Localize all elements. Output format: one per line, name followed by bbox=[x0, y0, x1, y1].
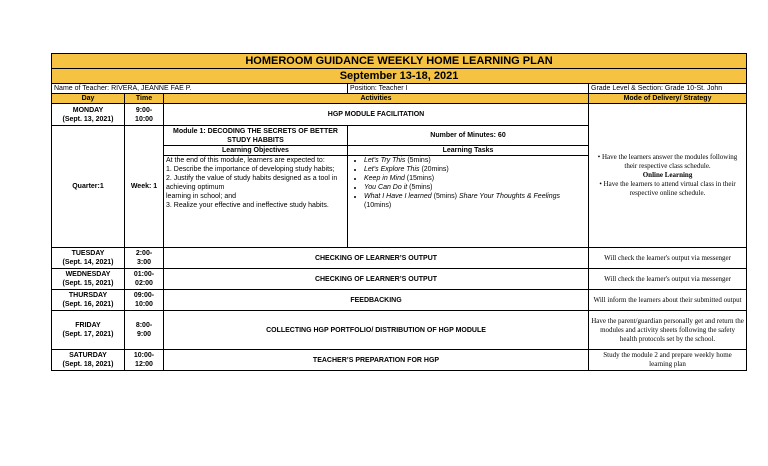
teacher-position: Position: Teacher I bbox=[348, 84, 589, 94]
day-date: (Sept. 17, 2021) bbox=[62, 331, 114, 338]
teacher-info-row bbox=[52, 84, 747, 94]
teacher-name: Name of Teacher: RIVERA, JEANNE FAE P. bbox=[52, 84, 348, 94]
day-cell bbox=[52, 248, 125, 269]
tasks-list bbox=[350, 156, 586, 210]
task-duration: (10mins) bbox=[364, 202, 392, 209]
task-duration: (5mins) bbox=[407, 184, 433, 191]
day-name: THURSDAY bbox=[68, 292, 108, 299]
task-duration: (20mins) bbox=[419, 166, 449, 173]
day-cell bbox=[52, 290, 125, 311]
time-cell bbox=[125, 290, 164, 311]
monday-activity: HGP MODULE FACILITATION bbox=[164, 104, 589, 126]
module-minutes: Number of Minutes: 60 bbox=[348, 126, 589, 146]
week-label: Week: 1 bbox=[125, 126, 164, 248]
task-item bbox=[364, 174, 586, 183]
day-cell bbox=[52, 269, 125, 290]
activity-cell: CHECKING OF LEARNER’S OUTPUT bbox=[164, 269, 589, 290]
day-date: (Sept. 14, 2021) bbox=[62, 259, 114, 266]
time-end: 9:00 bbox=[136, 331, 151, 338]
objectives-cell bbox=[164, 156, 348, 248]
task-item bbox=[364, 183, 586, 192]
mode-online-heading: Online Learning bbox=[642, 171, 693, 179]
task-duration: (5mins) bbox=[405, 157, 431, 164]
monday-row bbox=[52, 104, 747, 126]
monday-time-start: 9:00- bbox=[135, 106, 153, 114]
column-header-row bbox=[52, 94, 747, 104]
grade-section: Grade Level & Section: Grade 10-St. John bbox=[589, 84, 747, 94]
time-end: 3:00 bbox=[136, 259, 151, 266]
task-item bbox=[364, 156, 586, 165]
task-item bbox=[364, 192, 586, 210]
mode-cell: Study the module 2 and prepare weekly home learning plan bbox=[589, 350, 747, 371]
plan-title: HOMEROOM GUIDANCE WEEKLY HOME LEARNING PLAN bbox=[52, 54, 747, 69]
task-name: What I Have I learned bbox=[364, 193, 432, 200]
day-cell bbox=[52, 311, 125, 350]
day-name: TUESDAY bbox=[71, 250, 105, 257]
objectives-header: Learning Objectives bbox=[164, 146, 348, 156]
activity-cell: COLLECTING HGP PORTFOLIO/ DISTRIBUTION OF HGP MODULE bbox=[164, 311, 589, 350]
col-time: Time bbox=[125, 94, 164, 104]
col-mode: Mode of Delivery/ Strategy bbox=[589, 94, 747, 104]
day-date: (Sept. 18, 2021) bbox=[62, 361, 114, 368]
activity-cell: TEACHER’S PREPARATION FOR HGP bbox=[164, 350, 589, 371]
day-name: WEDNESDAY bbox=[65, 271, 111, 278]
col-activities: Activities bbox=[164, 94, 589, 104]
mode-cell: Have the parent/guardian personally get and return the modules and activity sheets following the safety health protocols set by the school. bbox=[589, 311, 747, 350]
thursday-row bbox=[52, 290, 747, 311]
objective-line: 3. Realize your effective and ineffective study habits. bbox=[166, 202, 329, 209]
time-cell bbox=[125, 311, 164, 350]
objective-line: At the end of this module, learners are expected to: bbox=[166, 157, 325, 164]
monday-day-cell bbox=[52, 104, 125, 126]
task-name: You Can Do it bbox=[364, 184, 408, 191]
mode-cell: Will check the learner's output via messenger bbox=[589, 269, 747, 290]
wednesday-row bbox=[52, 269, 747, 290]
date-row bbox=[52, 69, 747, 84]
activity-cell: CHECKING OF LEARNER’S OUTPUT bbox=[164, 248, 589, 269]
task-name: Share Your Thoughts & Feelings bbox=[458, 193, 560, 200]
task-duration: (5mins) bbox=[431, 193, 459, 200]
monday-time-cell bbox=[125, 104, 164, 126]
task-name: Let’s Try This bbox=[364, 157, 406, 164]
title-row bbox=[52, 54, 747, 69]
learning-plan-table bbox=[51, 53, 747, 371]
monday-time-end: 10:00 bbox=[135, 115, 153, 123]
tuesday-row bbox=[52, 248, 747, 269]
mode-modular-line: • Have the learners answer the modules following their respective class schedule. bbox=[597, 153, 738, 170]
monday-mode-cell bbox=[589, 104, 747, 248]
task-duration: (15mins) bbox=[404, 175, 435, 182]
day-cell bbox=[52, 350, 125, 371]
time-cell bbox=[125, 269, 164, 290]
mode-cell: Will inform the learners about their submitted output bbox=[589, 290, 747, 311]
time-start: 01:00- bbox=[133, 271, 155, 278]
friday-row bbox=[52, 311, 747, 350]
quarter-label: Quarter:1 bbox=[52, 126, 125, 248]
time-end: 10:00 bbox=[135, 301, 153, 308]
time-start: 09:00- bbox=[133, 292, 155, 299]
day-date: (Sept. 16, 2021) bbox=[62, 301, 114, 308]
date-range: September 13-18, 2021 bbox=[52, 69, 747, 84]
day-name: FRIDAY bbox=[75, 322, 101, 329]
time-cell bbox=[125, 350, 164, 371]
time-start: 2:00- bbox=[135, 250, 153, 257]
objective-line: learning in school; and bbox=[166, 193, 237, 200]
day-date: (Sept. 15, 2021) bbox=[62, 280, 114, 287]
time-cell bbox=[125, 248, 164, 269]
day-name: SATURDAY bbox=[69, 352, 107, 359]
activity-cell: FEEDBACKING bbox=[164, 290, 589, 311]
task-item bbox=[364, 165, 586, 174]
time-end: 12:00 bbox=[135, 361, 153, 368]
tasks-cell bbox=[348, 156, 589, 248]
time-start: 8:00- bbox=[135, 322, 153, 329]
module-title: Module 1: DECODING THE SECRETS OF BETTER STUDY HABBITS bbox=[164, 126, 348, 146]
objective-line: 2. Justify the value of study habits designed as a tool in achieving optimum bbox=[166, 175, 338, 191]
col-day: Day bbox=[52, 94, 125, 104]
task-name: Let’s Explore This bbox=[364, 166, 420, 173]
mode-cell: Will check the learner's output via messenger bbox=[589, 248, 747, 269]
monday-date: (Sept. 13, 2021) bbox=[62, 115, 114, 123]
time-end: 02:00 bbox=[135, 280, 153, 287]
task-name: Keep in Mind bbox=[364, 175, 405, 182]
time-start: 10:00- bbox=[133, 352, 155, 359]
saturday-row bbox=[52, 350, 747, 371]
tasks-header: Learning Tasks bbox=[348, 146, 589, 156]
mode-online-line: • Have the learners to attend virtual class in their respective online schedule. bbox=[599, 180, 736, 197]
monday-day: MONDAY bbox=[72, 106, 104, 114]
objective-line: 1. Describe the importance of developing study habits; bbox=[166, 166, 335, 173]
